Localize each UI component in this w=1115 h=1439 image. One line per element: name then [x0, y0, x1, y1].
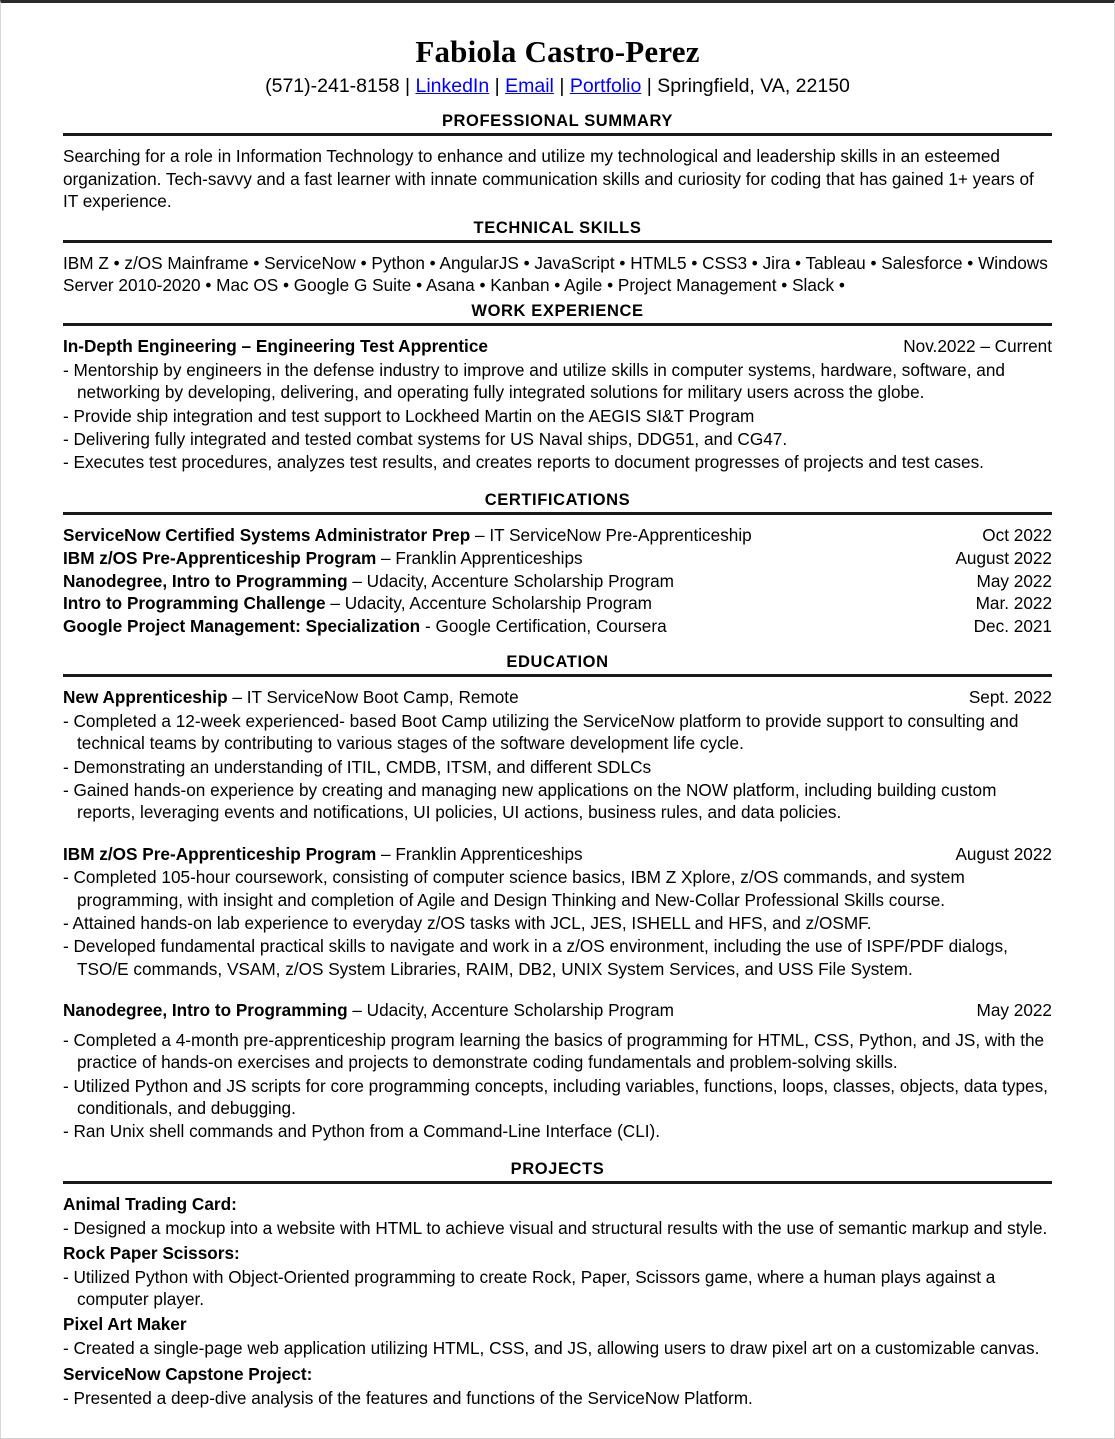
location-text: Springfield, VA, 22150: [657, 75, 850, 98]
education-entry-header: [63, 686, 1052, 709]
project-entry: [63, 1242, 1052, 1311]
certification-name: [63, 592, 652, 615]
section-heading-skills: TECHNICAL SKILLS: [63, 219, 1052, 243]
education-entry: [63, 843, 1052, 981]
certification-item: [63, 524, 1052, 547]
education-date: Sept. 2022: [968, 687, 1052, 708]
section-heading-certifications: CERTIFICATIONS: [63, 491, 1052, 515]
certification-name-bold: Intro to Programming Challenge: [63, 593, 326, 614]
education-title-bold: Nanodegree, Intro to Programming: [63, 1000, 348, 1021]
education-title: [63, 686, 519, 709]
certification-item: [63, 592, 1052, 615]
experience-bullet: - Executes test procedures, analyzes test results, and creates reports to document progresses of projects and test cases.: [63, 452, 984, 473]
education-title-bold: IBM z/OS Pre-Apprenticeship Program: [63, 843, 377, 864]
education-entry: [63, 686, 1052, 824]
spacer: [63, 638, 1052, 647]
certification-date: Oct 2022: [982, 524, 1052, 545]
section-heading-experience: WORK EXPERIENCE: [63, 302, 1052, 326]
contact-separator-2: |: [494, 75, 500, 98]
education-title: [63, 843, 583, 866]
resume-content: [1, 3, 1114, 1409]
project-bullet: - Designed a mockup into a website with HTML to achieve visual and structural results with the use of semantic markup and style.: [63, 1217, 1048, 1238]
education-title-rest: – IT ServiceNow Boot Camp, Remote: [227, 687, 519, 708]
certification-date: August 2022: [955, 547, 1052, 568]
education-bullet: - Attained hands-on lab experience to everyday z/OS tasks with JCL, JES, ISHELL and HFS, and z/OSMF.: [63, 913, 872, 934]
project-entry: [63, 1313, 1052, 1359]
certification-item: [63, 547, 1052, 570]
section-heading-education: EDUCATION: [63, 653, 1052, 677]
education-bullet: - Completed a 4-month pre-apprenticeship program learning the basics of programming for HTML, CSS, Python, and JS, with the practice of hands-on exercises and projects to demonstrate coding fundamentals and problem-solving skills.: [63, 1029, 1045, 1073]
contact-line: [63, 74, 1052, 98]
certification-item: [63, 570, 1052, 593]
education-entry: [63, 999, 1052, 1143]
certification-date: Dec. 2021: [973, 616, 1052, 637]
certification-name-rest: – Franklin Apprenticeships: [376, 547, 583, 568]
education-entry-header: [63, 843, 1052, 866]
certification-date: Mar. 2022: [975, 593, 1052, 614]
certification-date: May 2022: [976, 570, 1052, 591]
phone-number: (571)-241-8158: [265, 75, 400, 98]
project-bullet: - Utilized Python with Object-Oriented programming to create Rock, Paper, Scissors game, where a human plays against a computer player.: [63, 1266, 996, 1310]
linkedin-link[interactable]: LinkedIn: [415, 75, 490, 98]
project-entry: [63, 1193, 1052, 1239]
spacer: [63, 476, 1052, 485]
experience-bullet: - Provide ship integration and test support to Lockheed Martin on the AEGIS SI&T Program: [63, 405, 755, 426]
education-bullet: - Ran Unix shell commands and Python from a Command-Line Interface (CLI).: [63, 1121, 661, 1142]
education-bullet: - Developed fundamental practical skills to navigate and work in a z/OS environment, including the use of ISPF/PDF dialogs, TSO/E commands, VSAM, z/OS System Libraries, RAIM, DB2, UNIX System Services, and USS File System.: [63, 936, 1008, 979]
certification-name-rest: – IT ServiceNow Pre-Apprenticeship: [470, 524, 752, 545]
candidate-name: Fabiola Castro-Perez: [415, 34, 700, 69]
spacer: [63, 826, 1052, 841]
portfolio-link[interactable]: Portfolio: [569, 75, 642, 98]
skills-list: IBM Z • z/OS Mainframe • ServiceNow • Python • AngularJS • JavaScript • HTML5 • CSS3 • Jira • Tableau • Salesforce • Windows Server 2010-2020 • Mac OS • Google G Suite • Asana • Kanban • Agile • Project Management • Slack •: [63, 252, 1048, 295]
experience-bullet: - Mentorship by engineers in the defense industry to improve and utilize skills in computer systems, hardware, software, and networking by developing, delivering, and operating fully integrated solutions for military users across the globe.: [63, 359, 1005, 403]
project-bullet: - Created a single-page web application utilizing HTML, CSS, and JS, allowing users to draw pixel art on a customizable canvas.: [63, 1338, 1040, 1359]
certification-name-rest: - Google Certification, Coursera: [420, 616, 667, 637]
certification-name-rest: – Udacity, Accenture Scholarship Program: [325, 593, 653, 614]
project-title: Animal Trading Card:: [63, 1193, 237, 1214]
experience-date: Nov.2022 – Current: [903, 336, 1052, 357]
education-bullet: - Demonstrating an understanding of ITIL, CMDB, ITSM, and different SDLCs: [63, 756, 652, 777]
education-date: May 2022: [976, 1000, 1052, 1021]
certification-name: [63, 524, 752, 547]
email-link[interactable]: Email: [505, 75, 554, 98]
education-bullet: - Completed a 12-week experienced- based Boot Camp utilizing the ServiceNow platform to provide support to consulting and technical teams by contributing to various stages of the software development life cycle.: [63, 710, 1019, 754]
experience-title: In-Depth Engineering – Engineering Test Apprentice: [63, 336, 488, 357]
certification-name-bold: IBM z/OS Pre-Apprenticeship Program: [63, 547, 377, 568]
education-entry-header: [63, 999, 1052, 1022]
education-bullet: - Utilized Python and JS scripts for core programming concepts, including variables, functions, loops, classes, objects, data types, conditionals, and debugging.: [63, 1075, 1048, 1118]
certification-item: [63, 615, 1052, 638]
experience-bullet: - Delivering fully integrated and tested combat systems for US Naval ships, DDG51, and CG47.: [63, 429, 788, 450]
certification-name-bold: ServiceNow Certified Systems Administrator Prep: [63, 524, 471, 545]
certification-name-rest: – Udacity, Accenture Scholarship Program: [347, 570, 674, 591]
education-date: August 2022: [955, 843, 1052, 864]
contact-separator-4: |: [646, 75, 652, 98]
project-title: Pixel Art Maker: [63, 1314, 187, 1335]
experience-entry-header: [63, 335, 1052, 358]
spacer: [63, 982, 1052, 997]
education-title-rest: – Franklin Apprenticeships: [376, 843, 583, 864]
certification-name-bold: Nanodegree, Intro to Programming: [63, 570, 348, 591]
spacer: [63, 1145, 1052, 1154]
certifications-list: [63, 524, 1052, 638]
education-title-bold: New Apprenticeship: [63, 687, 228, 708]
project-title: Rock Paper Scissors:: [63, 1242, 240, 1263]
spacer: [63, 1022, 1052, 1028]
certification-name: [63, 547, 583, 570]
experience-entry: [63, 335, 1052, 474]
certification-name-bold: Google Project Management: Specialization: [63, 616, 421, 637]
project-bullet: - Presented a deep-dive analysis of the features and functions of the ServiceNow Platform.: [63, 1387, 753, 1408]
section-heading-summary: PROFESSIONAL SUMMARY: [63, 112, 1052, 136]
education-title: [63, 999, 674, 1022]
contact-separator-3: |: [559, 75, 565, 98]
contact-separator-1: |: [404, 75, 411, 98]
education-title-rest: – Udacity, Accenture Scholarship Program: [347, 1000, 674, 1021]
project-entry: [63, 1363, 1052, 1409]
summary-text: Searching for a role in Information Technology to enhance and utilize my technological and leadership skills in an esteemed organization. Tech-savvy and a fast learner with innate communication skills and curiosity for coding that has gained 1+ years of IT experience.: [63, 146, 1034, 212]
certification-name: [63, 570, 674, 593]
education-bullet: - Completed 105-hour coursework, consisting of computer science basics, IBM Z Xplore, z/OS commands, and system programming, with insight and completion of Agile and Design Thinking and New-Collar Professional Skills course.: [63, 867, 965, 910]
section-heading-projects: PROJECTS: [63, 1160, 1052, 1184]
education-bullet: - Gained hands-on experience by creating and managing new applications on the NOW platform, including building custom reports, leveraging events and notifications, UI policies, UI actions, business rules, and data policies.: [63, 779, 997, 823]
certification-name: [63, 615, 667, 638]
project-title: ServiceNow Capstone Project:: [63, 1363, 313, 1384]
